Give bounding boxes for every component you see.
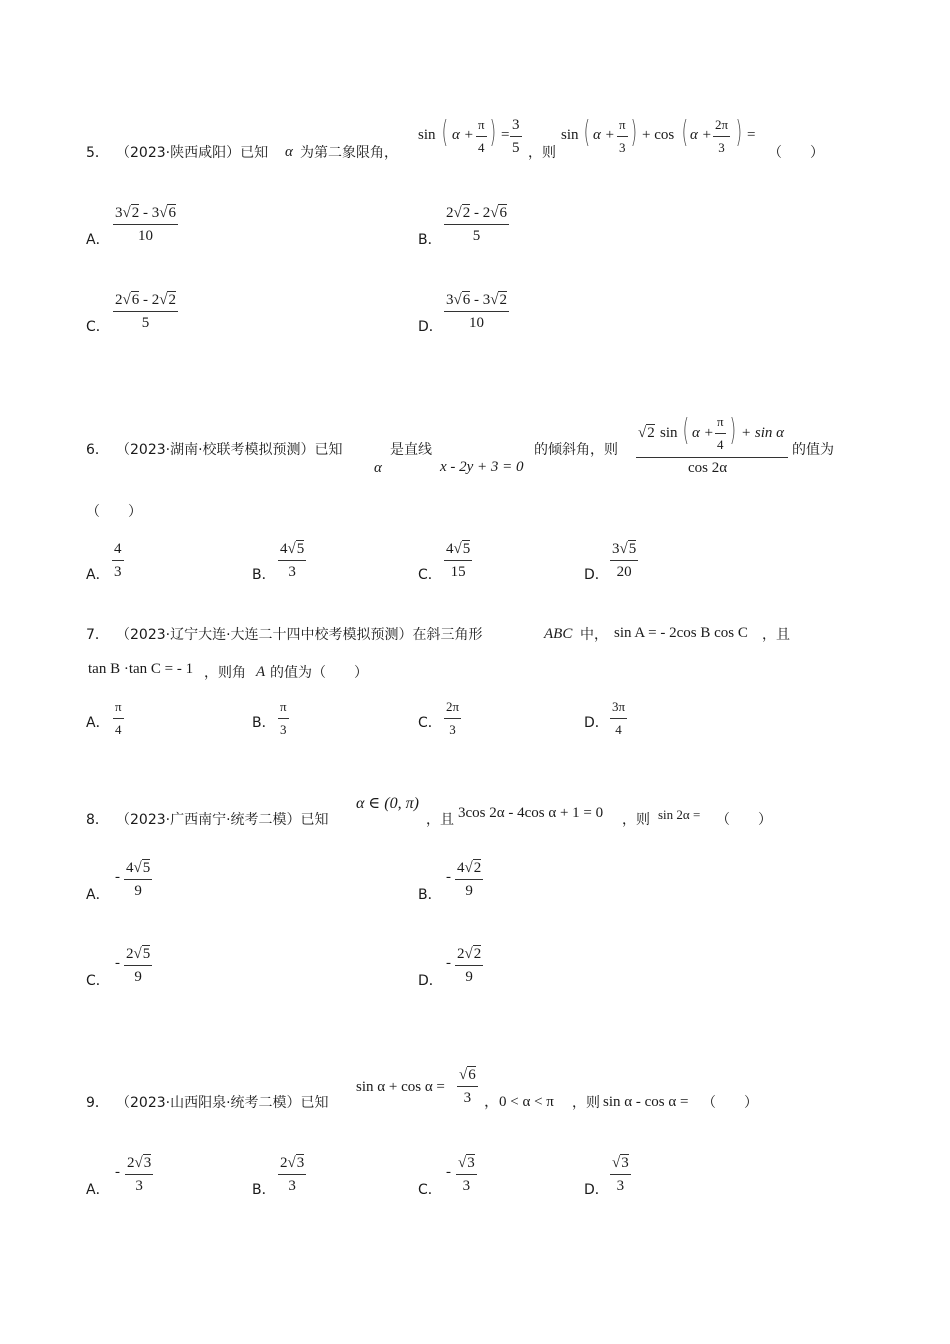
- numerator: 3π: [612, 699, 626, 714]
- option-sign: -: [115, 869, 120, 885]
- question-text: ，且: [762, 627, 790, 643]
- math-arg: α +: [593, 127, 615, 143]
- option-label: C．: [86, 973, 110, 989]
- question-text: ，且: [426, 812, 454, 828]
- question-text: 是直线: [390, 442, 432, 458]
- math-equals: =: [501, 127, 510, 143]
- question-source: （2023·湖南·校联考模拟预测）已知: [116, 442, 343, 458]
- math-symbol: α: [374, 460, 382, 476]
- option-fraction: [444, 698, 461, 739]
- numerator: 3√6 - 3√2: [446, 292, 507, 308]
- denominator: 3: [617, 136, 628, 157]
- math-symbol: α: [285, 144, 293, 160]
- numerator: √3: [612, 1155, 629, 1171]
- option-fraction: [456, 1154, 477, 1195]
- option-fraction: [278, 540, 306, 581]
- left-paren: (: [682, 413, 690, 448]
- denominator: 15: [444, 560, 472, 581]
- option-fraction: [444, 204, 509, 245]
- answer-blank: （ ）: [86, 504, 142, 520]
- option-label: D．: [418, 973, 443, 989]
- left-paren: (: [681, 115, 689, 150]
- option-sign: -: [115, 1164, 120, 1180]
- question-number: 9．: [86, 1095, 109, 1111]
- question-number: 7．: [86, 627, 109, 643]
- right-paren: ): [630, 115, 638, 150]
- denominator: 4: [715, 433, 726, 454]
- math-target: sin 2α =: [658, 807, 701, 822]
- denominator: 3: [278, 560, 306, 581]
- option-label: B．: [252, 567, 276, 583]
- option-label: B．: [418, 887, 442, 903]
- option-fraction: [113, 698, 124, 739]
- math-tail: + sin α: [741, 425, 785, 441]
- numerator: 2π: [715, 117, 729, 132]
- numerator: √6: [459, 1067, 476, 1083]
- option-fraction: [444, 540, 472, 581]
- math-condition: tan B ·tan C = - 1: [88, 661, 194, 677]
- math-target: sin α - cos α =: [603, 1094, 689, 1110]
- option-fraction: [610, 1154, 631, 1195]
- math-arg: α +: [692, 425, 714, 441]
- option-fraction: [113, 291, 178, 332]
- math-sqrt: √2: [638, 425, 655, 441]
- option-sign: -: [446, 1164, 451, 1180]
- denominator: 3: [278, 718, 289, 739]
- numerator: 2√2: [457, 946, 482, 962]
- right-paren: ): [489, 115, 497, 150]
- question-text: 的值为（ ）: [270, 665, 368, 681]
- fraction-bar: [636, 457, 788, 458]
- denominator: 3: [112, 560, 124, 581]
- denominator: 5: [510, 136, 522, 157]
- denominator: 5: [113, 311, 178, 332]
- denominator: 3: [444, 718, 461, 739]
- math-fraction: [510, 116, 522, 157]
- denominator: 3: [610, 1174, 631, 1195]
- math-condition: sin A = - 2cos B cos C: [614, 625, 748, 641]
- option-fraction: [124, 859, 152, 900]
- right-paren: ): [729, 413, 737, 448]
- math-fraction: [457, 1066, 478, 1107]
- denominator: 3: [456, 1174, 477, 1195]
- option-label: A．: [86, 715, 110, 731]
- math-denominator: cos 2α: [688, 460, 728, 476]
- numerator: 2π: [446, 699, 460, 714]
- option-label: A．: [86, 1182, 110, 1198]
- option-sign: -: [446, 955, 451, 971]
- denominator: 9: [455, 879, 483, 900]
- question-text: 中，: [580, 627, 608, 643]
- numerator: 4√5: [446, 541, 471, 557]
- math-fn: sin: [418, 127, 436, 143]
- question-text: ，则: [572, 1095, 600, 1111]
- option-fraction: [455, 945, 483, 986]
- numerator: √3: [458, 1155, 475, 1171]
- denominator: 3: [125, 1174, 153, 1195]
- question-text: 为第二象限角，: [300, 145, 398, 161]
- question-number: 5．: [86, 145, 109, 161]
- numerator: 4√5: [126, 860, 151, 876]
- numerator: π: [280, 699, 287, 714]
- numerator: 4√5: [280, 541, 305, 557]
- numerator: 3√5: [612, 541, 637, 557]
- math-equation: x - 2y + 3 = 0: [440, 459, 524, 475]
- question-source: （2023·陕西咸阳）已知: [116, 145, 269, 161]
- option-sign: -: [446, 869, 451, 885]
- numerator: 2√2 - 2√6: [446, 205, 507, 221]
- math-fraction: [713, 116, 730, 157]
- question-source: （2023·辽宁大连·大连二十四中校考模拟预测）在斜三角形: [116, 627, 483, 643]
- math-fn: sin: [561, 127, 579, 143]
- denominator: 5: [444, 224, 509, 245]
- question-source: （2023·广西南宁·统考二模）已知: [116, 812, 329, 828]
- numerator: 2√3: [127, 1155, 152, 1171]
- option-label: D．: [584, 1182, 609, 1198]
- numerator: π: [619, 117, 626, 132]
- option-label: B．: [252, 715, 276, 731]
- question-source: （2023·山西阳泉·统考二模）已知: [116, 1095, 329, 1111]
- math-fn: sin: [660, 425, 678, 441]
- math-arg: α +: [452, 127, 474, 143]
- answer-blank: （ ）: [768, 145, 824, 161]
- math-fraction: [476, 116, 487, 157]
- question-text: ，则角: [204, 665, 246, 681]
- option-label: D．: [584, 715, 609, 731]
- option-fraction: [455, 859, 483, 900]
- denominator: 3: [278, 1174, 306, 1195]
- math-condition: sin α + cos α =: [356, 1079, 445, 1095]
- option-fraction: [124, 945, 152, 986]
- denominator: 9: [455, 965, 483, 986]
- question-text: 的倾斜角，则: [534, 442, 618, 458]
- numerator: π: [115, 699, 122, 714]
- math-fraction: [617, 116, 628, 157]
- option-sign: -: [115, 955, 120, 971]
- left-paren: (: [441, 115, 449, 150]
- option-label: D．: [418, 319, 443, 335]
- math-symbol: A: [256, 664, 266, 680]
- math-equals: =: [747, 127, 756, 143]
- denominator: 10: [444, 311, 509, 332]
- numerator: 2√6 - 2√2: [115, 292, 176, 308]
- math-arg: α +: [690, 127, 712, 143]
- option-fraction: [278, 698, 289, 739]
- option-label: B．: [252, 1182, 276, 1198]
- option-label: D．: [584, 567, 609, 583]
- option-fraction: [610, 540, 638, 581]
- denominator: 4: [113, 718, 124, 739]
- question-text: ，则: [528, 145, 556, 161]
- math-symbol: ABC: [544, 626, 573, 642]
- numerator: π: [717, 414, 724, 429]
- denominator: 10: [113, 224, 178, 245]
- math-fraction: [715, 413, 726, 454]
- option-fraction: [278, 1154, 306, 1195]
- option-label: A．: [86, 567, 110, 583]
- denominator: 3: [713, 136, 730, 157]
- numerator: π: [478, 117, 485, 132]
- question-text: 的值为: [792, 442, 834, 458]
- numerator: 4: [114, 541, 122, 557]
- option-label: A．: [86, 232, 110, 248]
- numerator: 2√5: [126, 946, 151, 962]
- question-number: 6．: [86, 442, 109, 458]
- denominator: 20: [610, 560, 638, 581]
- denominator: 9: [124, 965, 152, 986]
- numerator: 3√2 - 3√6: [115, 205, 176, 221]
- math-condition: 3cos 2α - 4cos α + 1 = 0: [458, 805, 604, 821]
- math-condition: α ∈ (0, π): [356, 795, 419, 812]
- option-label: C．: [418, 715, 442, 731]
- left-paren: (: [583, 115, 591, 150]
- option-label: C．: [418, 1182, 442, 1198]
- question-text: ，则: [622, 812, 650, 828]
- denominator: 4: [610, 718, 627, 739]
- numerator: 4√2: [457, 860, 482, 876]
- denominator: 3: [457, 1086, 478, 1107]
- answer-blank: （ ）: [716, 812, 772, 828]
- option-fraction: [113, 204, 178, 245]
- math-fn: + cos: [642, 127, 675, 143]
- option-fraction: [112, 540, 124, 581]
- numerator: 2√3: [280, 1155, 305, 1171]
- denominator: 9: [124, 879, 152, 900]
- option-fraction: [444, 291, 509, 332]
- math-range: ，0 < α < π: [484, 1094, 554, 1110]
- option-label: B．: [418, 232, 442, 248]
- denominator: 4: [476, 136, 487, 157]
- option-label: C．: [418, 567, 442, 583]
- answer-blank: （ ）: [702, 1095, 758, 1111]
- option-label: A．: [86, 887, 110, 903]
- numerator: 3: [512, 117, 520, 133]
- question-number: 8．: [86, 812, 109, 828]
- option-fraction: [610, 698, 627, 739]
- right-paren: ): [735, 115, 743, 150]
- option-label: C．: [86, 319, 110, 335]
- option-fraction: [125, 1154, 153, 1195]
